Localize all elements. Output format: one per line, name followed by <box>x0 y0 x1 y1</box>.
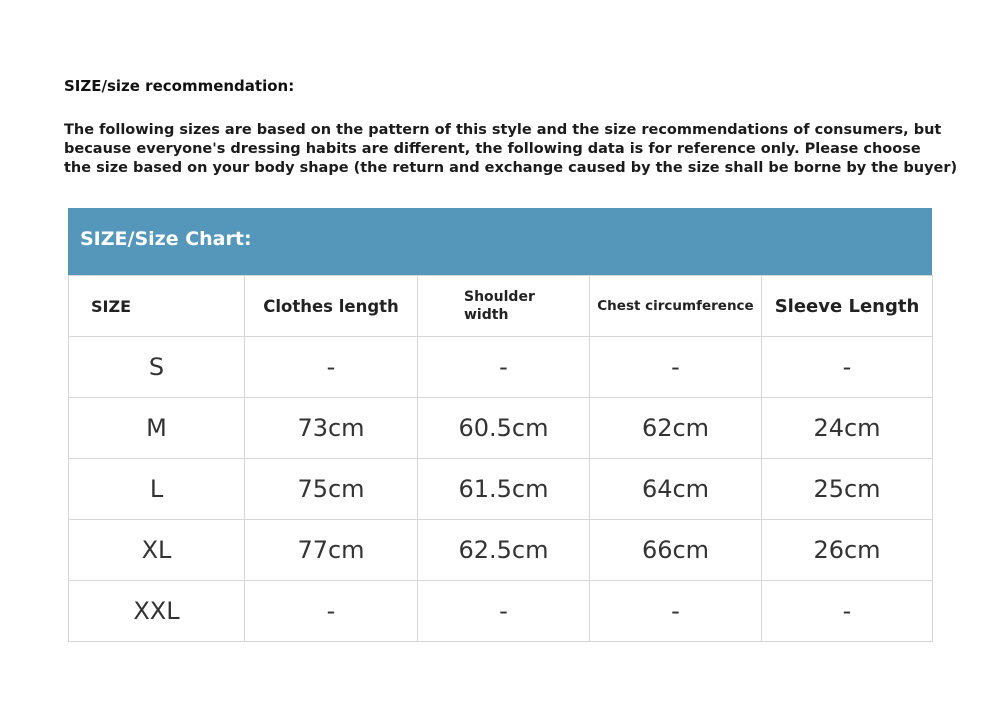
shoulder-header-line: width <box>464 307 509 323</box>
size-cell: M <box>69 398 245 459</box>
shoulder-width-cell: - <box>418 337 590 398</box>
clothes-length-cell: 73cm <box>245 398 418 459</box>
size-cell: S <box>69 337 245 398</box>
column-header-clothes-length: Clothes length <box>245 276 418 337</box>
table-row <box>69 520 933 581</box>
size-chart-title: SIZE/Size Chart: <box>80 228 252 250</box>
size-cell: XL <box>69 520 245 581</box>
sleeve-length-cell: 26cm <box>762 520 933 581</box>
sleeve-length-cell: 24cm <box>762 398 933 459</box>
shoulder-width-cell: - <box>418 581 590 642</box>
column-header-size: SIZE <box>69 276 245 337</box>
sleeve-length-cell: - <box>762 337 933 398</box>
shoulder-width-cell: 61.5cm <box>418 459 590 520</box>
chest-cell: 66cm <box>590 520 762 581</box>
size-notice <box>64 121 958 178</box>
table-row <box>69 398 933 459</box>
chest-cell: 62cm <box>590 398 762 459</box>
clothes-length-cell: - <box>245 581 418 642</box>
table-row <box>69 459 933 520</box>
size-chart-banner <box>68 208 932 275</box>
clothes-length-cell: - <box>245 337 418 398</box>
table-header-row <box>69 276 933 337</box>
shoulder-width-cell: 62.5cm <box>418 520 590 581</box>
chest-cell: 64cm <box>590 459 762 520</box>
column-header-sleeve-length: Sleeve Length <box>762 276 933 337</box>
sleeve-length-cell: 25cm <box>762 459 933 520</box>
size-cell: XXL <box>69 581 245 642</box>
chest-cell: - <box>590 337 762 398</box>
table-row <box>69 581 933 642</box>
notice-line: the size based on your body shape (the return and exchange caused by the size shall be borne by the buyer) <box>64 160 958 176</box>
column-header-chest-circumference: Chest circumference <box>590 276 762 337</box>
notice-line: because everyone's dressing habits are different, the following data is for reference only. Please choose <box>64 141 921 157</box>
size-cell: L <box>69 459 245 520</box>
clothes-length-cell: 77cm <box>245 520 418 581</box>
shoulder-width-cell: 60.5cm <box>418 398 590 459</box>
sleeve-length-cell: - <box>762 581 933 642</box>
shoulder-header-line: Shoulder <box>464 289 535 305</box>
chest-cell: - <box>590 581 762 642</box>
page-heading: SIZE/size recommendation: <box>64 77 295 95</box>
table-row <box>69 337 933 398</box>
notice-line: The following sizes are based on the pattern of this style and the size recommendations of consumers, but <box>64 122 942 138</box>
clothes-length-cell: 75cm <box>245 459 418 520</box>
column-header-shoulder-width <box>418 276 590 337</box>
size-chart-table <box>68 275 933 642</box>
